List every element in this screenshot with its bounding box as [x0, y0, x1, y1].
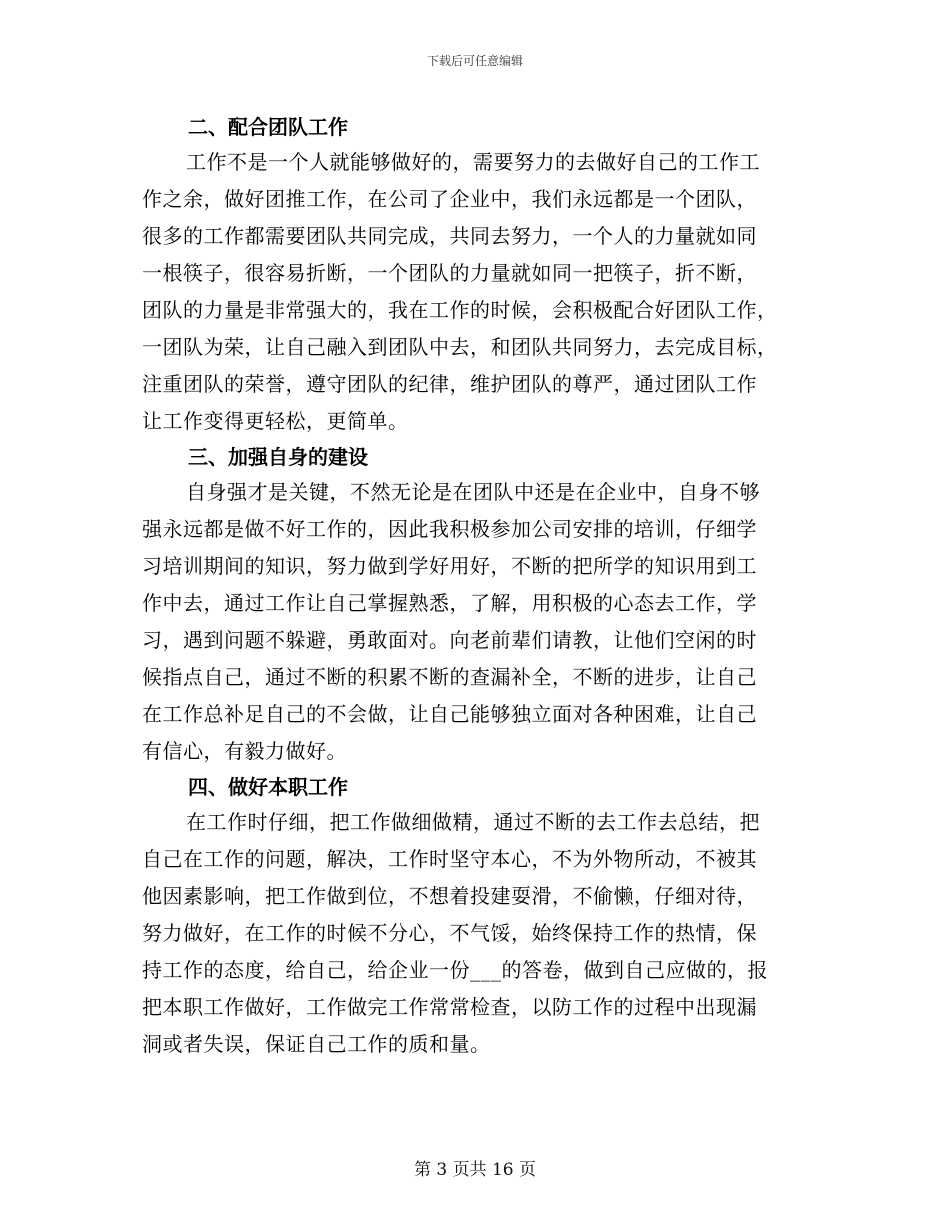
paragraph-line: 他因素影响，把工作做到位，不想着投建耍滑，不偷懒，仔细对待，: [142, 884, 757, 908]
paragraph-line: 洞或者失误，保证自己工作的质和量。: [142, 1032, 491, 1056]
paragraph-line: 工作不是一个人就能够做好的，需要努力的去做好自己的工作工: [186, 150, 760, 174]
paragraph-line: 在工作时仔细，把工作做细做精，通过不断的去工作去总结，把: [186, 810, 760, 834]
paragraph-line: 在工作总补足自己的不会做，让自己能够独立面对各种困难，让自己: [142, 702, 757, 726]
page-header-note: 下载后可任意编辑: [426, 54, 523, 68]
section: [142, 770, 812, 1063]
paragraph-line: 自己在工作的问题，解决，工作时坚守本心，不为外物所动，不被其: [142, 847, 757, 871]
paragraph-line: 把本职工作做好，工作做完工作常常检查，以防工作的过程中出现漏: [142, 995, 757, 1019]
section-heading: 四、做好本职工作: [188, 775, 348, 799]
paragraph-line: 强永远都是做不好工作的，因此我积极参加公司安排的培训，仔细学: [142, 517, 757, 541]
page-number: 第 3 页共 16 页: [413, 1160, 537, 1180]
paragraph-line: 团队的力量是非常强大的，我在工作的时候，会积极配合好团队工作，: [142, 298, 778, 322]
paragraph-line: 作中去，通过工作让自己掌握熟悉，了解，用积极的心态去工作，学: [142, 591, 757, 615]
paragraph-line: 习，遇到问题不躲避，勇敢面对。向老前辈们请教，让他们空闲的时: [142, 628, 757, 652]
paragraph-line: 作之余，做好团推工作，在公司了企业中，我们永远都是一个团队，: [142, 187, 757, 211]
document-body: [142, 110, 812, 1063]
paragraph-line: 有信心，有毅力做好。: [142, 739, 347, 763]
paragraph-line: 努力做好，在工作的时候不分心，不气馁，始终保持工作的热情，保: [142, 921, 757, 945]
paragraph-line: 持工作的态度，给自己，给企业一份___的答卷，做到自己应做的，报: [142, 958, 768, 982]
paragraph-line: 自身强才是关键，不然无论是在团队中还是在企业中，自身不够: [186, 480, 760, 504]
section: [142, 110, 812, 440]
section: [142, 440, 812, 770]
paragraph-line: 很多的工作都需要团队共同完成，共同去努力，一个人的力量就如同: [142, 224, 757, 248]
section-heading: 二、配合团队工作: [188, 115, 348, 139]
paragraph-line: 一根筷子，很容易折断，一个团队的力量就如同一把筷子，折不断，: [142, 261, 757, 285]
paragraph-line: 候指点自己，通过不断的积累不断的查漏补全，不断的进步，让自己: [142, 665, 757, 689]
paragraph-line: 注重团队的荣誉，遵守团队的纪律，维护团队的尊严，通过团队工作: [142, 372, 757, 396]
paragraph-line: 让工作变得更轻松，更简单。: [142, 409, 409, 433]
paragraph-line: 习培训期间的知识，努力做到学好用好，不断的把所学的知识用到工: [142, 554, 757, 578]
paragraph-line: 一团队为荣，让自己融入到团队中去，和团队共同努力，去完成目标，: [142, 335, 778, 359]
section-heading: 三、加强自身的建设: [188, 445, 368, 469]
